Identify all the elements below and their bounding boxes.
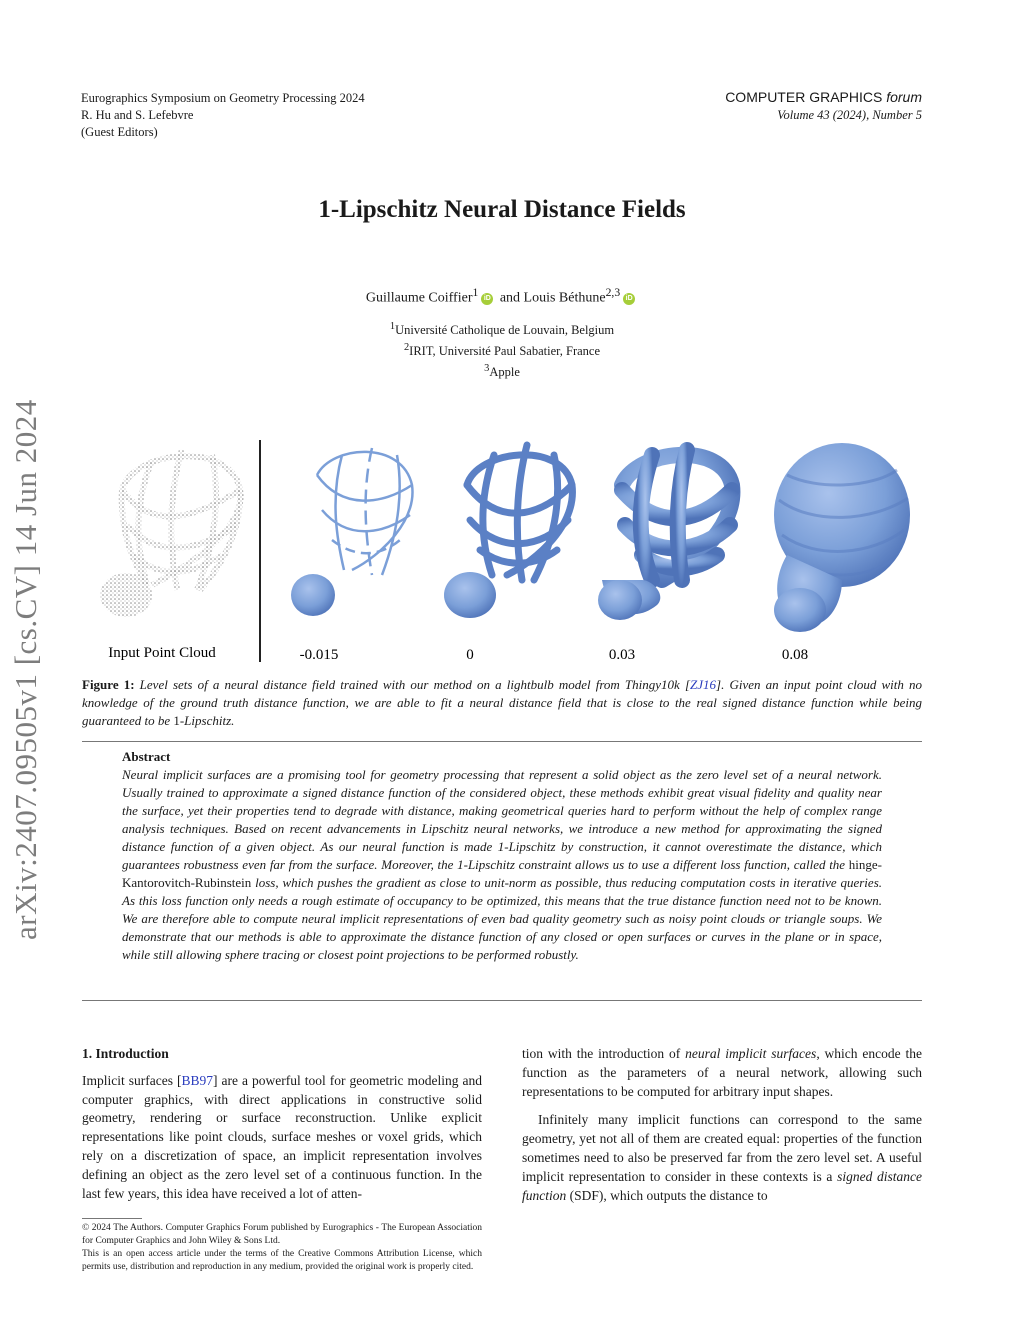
column-left <box>82 1045 482 1213</box>
affiliation-sup: 3 <box>484 363 490 375</box>
copyright-footnote <box>82 1222 482 1274</box>
orcid-icon[interactable]: iD <box>623 293 635 305</box>
footnote-line-2: This is an open access article under the terms of the Creative Commons Attribution License, which permits use, distribution and reproduction in any medium, provided the original work is properly cited. <box>82 1249 482 1272</box>
intro-text: (SDF), which outputs the distance to <box>566 1187 768 1203</box>
author-connector: and <box>496 290 524 306</box>
caption-text-3: -Lipschitz. <box>179 713 235 728</box>
intro-paragraph-2 <box>522 1111 922 1205</box>
orcid-icon[interactable]: iD <box>481 293 493 305</box>
abstract-loss-name: hinge-Kantorovitch-Rubinstein <box>122 857 882 890</box>
level-set-008 <box>774 443 910 632</box>
author-1: Guillaume Coiffier <box>365 290 473 306</box>
figure-1-graphic <box>82 430 922 670</box>
affiliation-text: IRIT, Université Paul Sabatier, France <box>409 344 601 359</box>
abstract-text-1: Neural implicit surfaces are a promising tool for geometry processing that represent a solid object as the zero level set of a neural network. Usually trained to approximate a signed distance function of the considered object, these methods exhibit great visual fidelity and quality near the surface, yet their properties tend to degrade with distance, making geometrical queries hard to perform without the help of complex range analysis techniques. Based on recent advancements in Lipschitz neural networks, we introduce a new method for approximating the signed distance function of a given object. As our neural function is made 1-Lipschitz by construction, it cannot overestimate the distance, which guarantees robustness even far from the surface. Moreover, the 1-Lipschitz constraint allows us to use a different loss function, called the <box>122 767 882 872</box>
author-2-sup: 2,3 <box>605 286 621 299</box>
column-right <box>522 1045 922 1215</box>
panel-label-003: 0.03 <box>608 647 636 663</box>
point-cloud-panel <box>100 450 241 617</box>
level-set-neg-0015 <box>291 448 412 616</box>
conference-name: Eurographics Symposium on Geometry Processing 2024 <box>81 91 365 105</box>
intro-paragraph-1 <box>82 1072 482 1204</box>
abstract-body <box>122 766 882 964</box>
affiliations <box>0 318 1004 381</box>
paper-title: 1-Lipschitz Neural Distance Fields <box>318 196 686 223</box>
intro-emphasis: signed distance function <box>522 1168 922 1203</box>
arxiv-stamp: arXiv:2407.09505v1 [cs.CV] 14 Jun 2024 <box>8 399 43 940</box>
volume-line: Volume 43 (2024), Number 5 <box>777 108 922 122</box>
intro-text: Infinitely many implicit functions can correspond to the same geometry, yet not all of them are created equal: properties of the function sometimes need to also be preserved far from the zero level set. A useful implicit representation to consider in these contexts is a <box>522 1112 922 1184</box>
affiliation-sup: 2 <box>403 342 410 354</box>
editors: R. Hu and S. Lefebvre <box>81 108 194 122</box>
intro-text: ] are a powerful tool for geometric modeling and computer graphics, with direct applications in constructive solid geometry, rendering or surface reconstruction. Unlike explicit representations like point clouds, surface meshes or voxel grids, which rely on a discretization of space, an implicit representation involves defining an object as the zero level set of a continuous function. In the last few years, this idea have received a lot of atten- <box>82 1072 482 1201</box>
journal-name <box>725 88 922 106</box>
journal-italic: forum <box>886 89 922 105</box>
abstract-text-2: loss, which pushes the gradient as close to unit-norm as possible, thus reducing computation costs in iterative queries. As this loss function only needs a rough estimate of occupancy to be optimized, this means that the true distance function need not to be known. We are therefore able to compute neural implicit representations of even bad quality geometry such as noisy point clouds or triangle soups. We demonstrate that our methods is able to approximate the distance function of any closed or open surfaces or curves in the plane or in space, while still allowing sphere tracing or closest point projections to be performed robustly. <box>122 875 882 962</box>
abstract <box>122 748 882 964</box>
figure-caption <box>82 676 922 730</box>
intro-text: Implicit surfaces [ <box>82 1072 182 1088</box>
intro-text: tion with the introduction of <box>522 1046 686 1061</box>
panel-label-008: 0.08 <box>781 647 809 663</box>
intro-text: , which encode the function as the parameters of a neural network, allowing such representations to be computed for arbitrary input shapes. <box>522 1046 922 1099</box>
intro-paragraph-1-cont <box>522 1045 922 1101</box>
intro-cite-link[interactable]: BB97 <box>181 1072 213 1088</box>
panel-label-input: Input Point Cloud <box>108 645 216 661</box>
running-header-right <box>725 88 922 124</box>
footnote-line-1: © 2024 The Authors. Computer Graphics Forum published by Eurographics - The European Association for Computer Graphics and John Wiley & Sons Ltd. <box>82 1223 482 1246</box>
running-header-left <box>81 90 365 141</box>
affiliation-2 <box>0 339 1004 360</box>
abstract-heading: Abstract <box>122 749 171 764</box>
caption-math: 1 <box>173 713 180 728</box>
figure-1 <box>82 430 922 670</box>
intro-emphasis: neural implicit surfaces <box>685 1046 817 1061</box>
footnote-rule <box>82 1218 142 1219</box>
level-set-zero <box>444 445 572 618</box>
author-line <box>0 286 1004 307</box>
section-heading-introduction: 1. Introduction <box>82 1046 169 1061</box>
affiliation-3 <box>0 360 1004 381</box>
abstract-top-rule <box>82 741 922 742</box>
affiliation-text: Apple <box>489 365 520 380</box>
editors-note: (Guest Editors) <box>81 125 158 139</box>
journal-caps: COMPUTER GRAPHICS <box>725 89 883 105</box>
affiliation-sup: 1 <box>389 321 396 332</box>
panel-label-zero: 0 <box>466 647 474 663</box>
level-set-003 <box>598 450 732 620</box>
panel-label-neg-0015: -0.015 <box>299 647 339 663</box>
abstract-bottom-rule <box>82 1000 922 1001</box>
caption-label: Figure 1: <box>82 677 135 692</box>
author-2: Louis Béthune <box>523 290 606 306</box>
caption-cite-link[interactable]: ZJ16 <box>690 677 717 692</box>
affiliation-1 <box>0 318 1004 339</box>
affiliation-text: Université Catholique de Louvain, Belgium <box>395 323 615 338</box>
author-1-sup: 1 <box>472 286 479 299</box>
caption-text-1: Level sets of a neural distance field trained with our method on a lightbulb model from Thingy10k [ <box>134 677 691 692</box>
caption-text-2: ]. Given an input point cloud with no knowledge of the ground truth distance function, we are able to fit a neural distance field that is close to the real signed distance function while being guaranteed to be <box>82 677 922 728</box>
